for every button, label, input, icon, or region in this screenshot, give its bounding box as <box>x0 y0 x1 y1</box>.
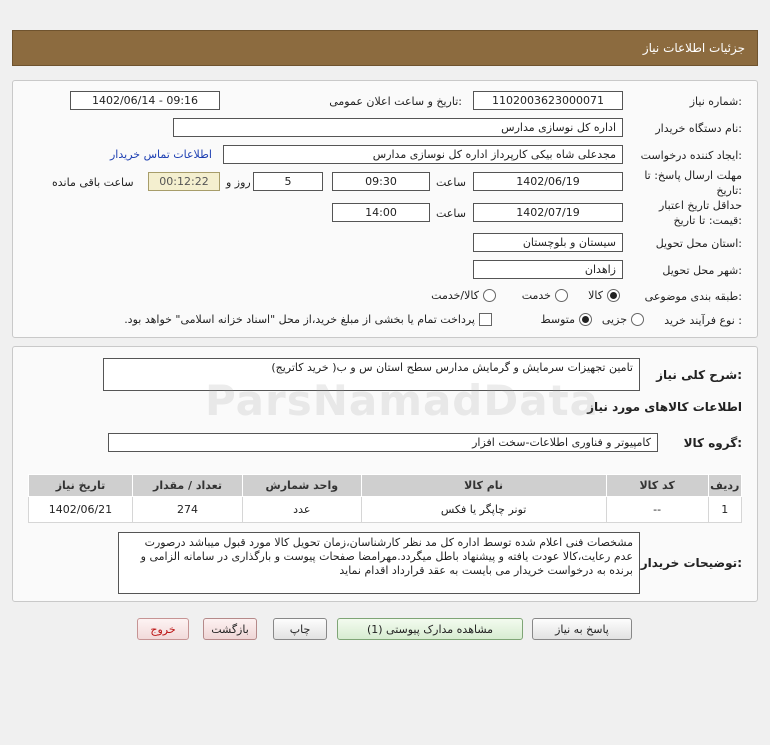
col-qty: تعداد / مقدار <box>132 475 242 497</box>
city-field: زاهدان <box>473 260 623 279</box>
summary-field: تامین تجهیزات سرمایش و گرمایش مدارس سطح استان س و ب( خرید کاتریج) <box>103 358 640 391</box>
remaining-label: ساعت باقی مانده <box>52 176 134 189</box>
radio-icon[interactable] <box>555 289 568 302</box>
validity-date-field: 1402/07/19 <box>473 203 623 222</box>
deadline-date-field: 1402/06/19 <box>473 172 623 191</box>
buyer-org-field: اداره کل نوسازی مدارس <box>173 118 623 137</box>
category-option-goods-service-label: کالا/خدمت <box>431 289 479 302</box>
announce-label: تاریخ و ساعت اعلان عمومی: <box>329 95 462 108</box>
process-option-minor-label: جزیی <box>601 313 627 326</box>
cell-row: 1 <box>708 497 741 523</box>
reply-button[interactable]: پاسخ به نیاز <box>532 618 632 640</box>
radio-selected-icon[interactable] <box>607 289 620 302</box>
province-label: استان محل تحویل: <box>655 237 742 250</box>
buyer-org-label: نام دستگاه خریدار: <box>655 122 742 135</box>
table-row <box>29 497 742 523</box>
checkbox-icon[interactable] <box>479 313 492 326</box>
deadline-time-field: 09:30 <box>332 172 430 191</box>
print-button[interactable]: چاپ <box>273 618 327 640</box>
city-label: شهر محل تحویل: <box>662 264 742 277</box>
exit-button[interactable]: خروج <box>137 618 189 640</box>
radio-icon[interactable] <box>631 313 644 326</box>
process-option-minor[interactable] <box>602 313 644 326</box>
announce-field: 1402/06/14 - 09:16 <box>70 91 220 110</box>
goods-section-header: اطلاعات کالاهای مورد نیاز <box>587 400 742 414</box>
attachments-button[interactable]: مشاهده مدارک پیوستی (1) <box>337 618 523 640</box>
category-label: طبقه بندی موضوعی: <box>644 290 742 303</box>
col-code: کد کالا <box>606 475 708 497</box>
page-title: جزئیات اطلاعات نیاز <box>642 41 745 55</box>
col-date: تاریخ نیاز <box>29 475 133 497</box>
deadline-days-field: 5 <box>253 172 323 191</box>
validity-label <box>632 198 742 228</box>
validity-time-label: ساعت <box>436 207 466 220</box>
deadline-time-label: ساعت <box>436 176 466 189</box>
goods-table <box>28 474 742 523</box>
page-title-bar <box>12 30 758 66</box>
cell-code: -- <box>606 497 708 523</box>
buyer-notes-field: مشخصات فنی اعلام شده توسط اداره کل مد نظر کارشناسان،زمان تحویل کالا مورد قبول میباشد درصورت عدم رعایت،کالا عودت یافته و پیشنهاد باطل میگردد.مهرامضا صفحات پیوست و بارگذاری در سامانه الزامی و برنده به درخواست خریدار می بایست به عقد قرارداد اقدام نماید <box>118 532 640 594</box>
need-number-field: 1102003623000071 <box>473 91 623 110</box>
cell-qty: 274 <box>132 497 242 523</box>
category-option-service[interactable] <box>522 289 568 302</box>
process-option-medium[interactable] <box>540 313 592 326</box>
deadline-label-text: مهلت ارسال پاسخ: تا تاریخ: <box>644 169 742 197</box>
col-row: ردیف <box>708 475 741 497</box>
deadline-days-label: روز و <box>226 176 251 189</box>
need-number-label: شماره نیاز: <box>689 95 742 108</box>
category-option-goods-label: کالا <box>588 289 603 302</box>
summary-label: شرح کلی نیاز: <box>656 368 742 382</box>
province-field: سیستان و بلوچستان <box>473 233 623 252</box>
category-option-service-label: خدمت <box>521 289 551 302</box>
process-option-medium-label: متوسط <box>540 313 575 326</box>
buyer-contact-link[interactable]: اطلاعات تماس خریدار <box>110 148 212 161</box>
cell-unit: عدد <box>243 497 361 523</box>
table-header-row <box>29 475 742 497</box>
treasury-checkbox-row[interactable] <box>124 313 492 326</box>
cell-date: 1402/06/21 <box>29 497 133 523</box>
buyer-notes-label: توضیحات خریدار: <box>640 556 742 570</box>
category-option-goods-service[interactable] <box>431 289 496 302</box>
process-label: نوع فرآیند خرید : <box>664 314 742 327</box>
creator-field: مجدعلی شاه بیکی کارپرداز اداره کل نوسازی مدارس <box>223 145 623 164</box>
goods-group-label: گروه کالا: <box>683 436 742 450</box>
col-name: نام کالا <box>361 475 606 497</box>
validity-label-text: حداقل تاریخ اعتبار قیمت: تا تاریخ: <box>658 199 742 227</box>
col-unit: واحد شمارش <box>243 475 361 497</box>
validity-time-field: 14:00 <box>332 203 430 222</box>
back-button[interactable]: بازگشت <box>203 618 257 640</box>
creator-label: ایجاد کننده درخواست: <box>640 149 742 162</box>
goods-group-field: کامپیوتر و فناوری اطلاعات-سخت افزار <box>108 433 658 452</box>
remaining-timer: 00:12:22 <box>148 172 220 191</box>
treasury-checkbox-label: پرداخت تمام یا بخشی از مبلغ خرید،از محل "اسناد خزانه اسلامی" خواهد بود. <box>124 313 475 326</box>
deadline-label <box>632 168 742 198</box>
radio-icon[interactable] <box>483 289 496 302</box>
cell-name: تونر چاپگر یا فکس <box>361 497 606 523</box>
radio-selected-icon[interactable] <box>579 313 592 326</box>
goods-table-wrap <box>28 474 742 523</box>
category-option-goods[interactable] <box>588 289 620 302</box>
